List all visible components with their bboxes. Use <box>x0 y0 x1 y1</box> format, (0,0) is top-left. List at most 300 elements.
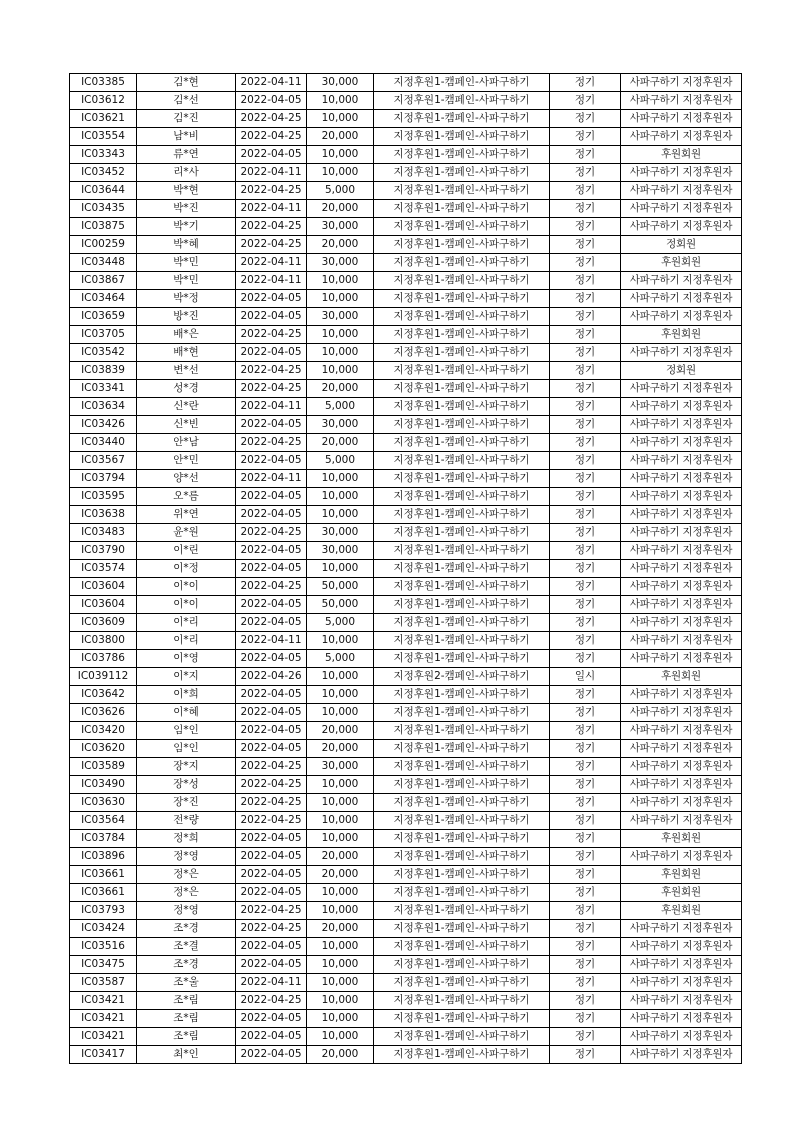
table-row <box>70 542 742 560</box>
donor-id-cell: IC03426 <box>70 416 137 434</box>
amount-cell: 5,000 <box>307 650 374 668</box>
donor-id-cell: IC03794 <box>70 470 137 488</box>
amount-cell: 10,000 <box>307 974 374 992</box>
member-type-cell: 사파구하기 지정후원자 <box>621 290 742 308</box>
table-row <box>70 866 742 884</box>
amount-cell: 10,000 <box>307 830 374 848</box>
donor-id-cell: IC03516 <box>70 938 137 956</box>
amount-cell: 10,000 <box>307 110 374 128</box>
payment-date-cell: 2022-04-25 <box>236 236 307 254</box>
payment-date-cell: 2022-04-25 <box>236 434 307 452</box>
donor-id-cell: IC03421 <box>70 1010 137 1028</box>
table-row <box>70 722 742 740</box>
payment-date-cell: 2022-04-25 <box>236 326 307 344</box>
donor-name-cell: 배*은 <box>137 326 236 344</box>
donor-name-cell: 조*경 <box>137 956 236 974</box>
campaign-cell: 지정후원1-캠페인-사파구하기 <box>374 794 550 812</box>
donor-id-cell: IC039112 <box>70 668 137 686</box>
payment-cycle-cell: 정기 <box>550 920 621 938</box>
amount-cell: 20,000 <box>307 200 374 218</box>
donor-name-cell: 이*리 <box>137 632 236 650</box>
payment-cycle-cell: 정기 <box>550 722 621 740</box>
member-type-cell: 사파구하기 지정후원자 <box>621 578 742 596</box>
payment-date-cell: 2022-04-05 <box>236 1028 307 1046</box>
donor-id-cell: IC03661 <box>70 866 137 884</box>
payment-cycle-cell: 정기 <box>550 938 621 956</box>
payment-date-cell: 2022-04-11 <box>236 974 307 992</box>
table-row <box>70 974 742 992</box>
amount-cell: 20,000 <box>307 866 374 884</box>
payment-date-cell: 2022-04-05 <box>236 542 307 560</box>
payment-date-cell: 2022-04-05 <box>236 830 307 848</box>
table-row <box>70 956 742 974</box>
amount-cell: 10,000 <box>307 290 374 308</box>
member-type-cell: 후원회원 <box>621 668 742 686</box>
donor-name-cell: 임*인 <box>137 740 236 758</box>
campaign-cell: 지정후원1-캠페인-사파구하기 <box>374 1010 550 1028</box>
payment-cycle-cell: 정기 <box>550 848 621 866</box>
campaign-cell: 지정후원1-캠페인-사파구하기 <box>374 434 550 452</box>
payment-cycle-cell: 정기 <box>550 182 621 200</box>
payment-cycle-cell: 정기 <box>550 236 621 254</box>
member-type-cell: 사파구하기 지정후원자 <box>621 848 742 866</box>
payment-date-cell: 2022-04-05 <box>236 308 307 326</box>
donor-name-cell: 변*선 <box>137 362 236 380</box>
payment-date-cell: 2022-04-05 <box>236 560 307 578</box>
payment-cycle-cell: 정기 <box>550 1028 621 1046</box>
member-type-cell: 사파구하기 지정후원자 <box>621 650 742 668</box>
donor-id-cell: IC03612 <box>70 92 137 110</box>
donor-name-cell: 정*은 <box>137 866 236 884</box>
donor-name-cell: 배*현 <box>137 344 236 362</box>
campaign-cell: 지정후원1-캠페인-사파구하기 <box>374 614 550 632</box>
member-type-cell: 사파구하기 지정후원자 <box>621 416 742 434</box>
payment-date-cell: 2022-04-05 <box>236 146 307 164</box>
donor-name-cell: 김*현 <box>137 74 236 92</box>
donor-name-cell: 조*결 <box>137 938 236 956</box>
payment-date-cell: 2022-04-11 <box>236 632 307 650</box>
table-row <box>70 740 742 758</box>
donor-id-cell: IC03800 <box>70 632 137 650</box>
table-row <box>70 596 742 614</box>
donor-id-cell: IC03626 <box>70 704 137 722</box>
payment-date-cell: 2022-04-05 <box>236 506 307 524</box>
amount-cell: 30,000 <box>307 542 374 560</box>
member-type-cell: 사파구하기 지정후원자 <box>621 776 742 794</box>
amount-cell: 10,000 <box>307 344 374 362</box>
donor-name-cell: 성*경 <box>137 380 236 398</box>
payment-cycle-cell: 정기 <box>550 884 621 902</box>
campaign-cell: 지정후원1-캠페인-사파구하기 <box>374 92 550 110</box>
amount-cell: 50,000 <box>307 578 374 596</box>
amount-cell: 10,000 <box>307 776 374 794</box>
donor-id-cell: IC03448 <box>70 254 137 272</box>
table-row <box>70 794 742 812</box>
payment-cycle-cell: 정기 <box>550 506 621 524</box>
donor-name-cell: 신*빈 <box>137 416 236 434</box>
campaign-cell: 지정후원1-캠페인-사파구하기 <box>374 272 550 290</box>
donor-id-cell: IC03595 <box>70 488 137 506</box>
campaign-cell: 지정후원1-캠페인-사파구하기 <box>374 1046 550 1064</box>
donor-id-cell: IC03620 <box>70 740 137 758</box>
payment-cycle-cell: 정기 <box>550 308 621 326</box>
donor-id-cell: IC03644 <box>70 182 137 200</box>
campaign-cell: 지정후원1-캠페인-사파구하기 <box>374 326 550 344</box>
payment-cycle-cell: 정기 <box>550 560 621 578</box>
donor-name-cell: 이*린 <box>137 542 236 560</box>
donor-name-cell: 이*지 <box>137 668 236 686</box>
table-row <box>70 668 742 686</box>
donor-name-cell: 장*성 <box>137 776 236 794</box>
table-row <box>70 992 742 1010</box>
payment-date-cell: 2022-04-11 <box>236 470 307 488</box>
campaign-cell: 지정후원1-캠페인-사파구하기 <box>374 308 550 326</box>
payment-date-cell: 2022-04-05 <box>236 488 307 506</box>
amount-cell: 10,000 <box>307 92 374 110</box>
campaign-cell: 지정후원1-캠페인-사파구하기 <box>374 506 550 524</box>
payment-date-cell: 2022-04-05 <box>236 686 307 704</box>
payment-cycle-cell: 정기 <box>550 650 621 668</box>
member-type-cell: 사파구하기 지정후원자 <box>621 182 742 200</box>
donor-id-cell: IC03554 <box>70 128 137 146</box>
member-type-cell: 사파구하기 지정후원자 <box>621 686 742 704</box>
campaign-cell: 지정후원1-캠페인-사파구하기 <box>374 776 550 794</box>
donor-id-cell: IC03839 <box>70 362 137 380</box>
table-row <box>70 776 742 794</box>
amount-cell: 10,000 <box>307 812 374 830</box>
donor-name-cell: 장*지 <box>137 758 236 776</box>
payment-date-cell: 2022-04-25 <box>236 380 307 398</box>
campaign-cell: 지정후원1-캠페인-사파구하기 <box>374 416 550 434</box>
payment-date-cell: 2022-04-25 <box>236 902 307 920</box>
payment-cycle-cell: 정기 <box>550 272 621 290</box>
payment-cycle-cell: 정기 <box>550 452 621 470</box>
campaign-cell: 지정후원1-캠페인-사파구하기 <box>374 830 550 848</box>
campaign-cell: 지정후원1-캠페인-사파구하기 <box>374 380 550 398</box>
payment-cycle-cell: 정기 <box>550 704 621 722</box>
table-row <box>70 362 742 380</box>
payment-cycle-cell: 정기 <box>550 110 621 128</box>
payment-date-cell: 2022-04-05 <box>236 344 307 362</box>
table-row <box>70 920 742 938</box>
amount-cell: 10,000 <box>307 164 374 182</box>
member-type-cell: 사파구하기 지정후원자 <box>621 632 742 650</box>
donor-id-cell: IC03589 <box>70 758 137 776</box>
donor-id-cell: IC03452 <box>70 164 137 182</box>
table-row <box>70 434 742 452</box>
donor-id-cell: IC03634 <box>70 398 137 416</box>
campaign-cell: 지정후원1-캠페인-사파구하기 <box>374 200 550 218</box>
donor-id-cell: IC03483 <box>70 524 137 542</box>
member-type-cell: 사파구하기 지정후원자 <box>621 812 742 830</box>
amount-cell: 10,000 <box>307 488 374 506</box>
campaign-cell: 지정후원1-캠페인-사파구하기 <box>374 974 550 992</box>
donor-name-cell: 이*영 <box>137 650 236 668</box>
donor-name-cell: 위*연 <box>137 506 236 524</box>
donor-name-cell: 김*진 <box>137 110 236 128</box>
payment-date-cell: 2022-04-25 <box>236 776 307 794</box>
payment-date-cell: 2022-04-25 <box>236 362 307 380</box>
payment-date-cell: 2022-04-05 <box>236 596 307 614</box>
donor-name-cell: 전*량 <box>137 812 236 830</box>
payment-date-cell: 2022-04-11 <box>236 398 307 416</box>
amount-cell: 20,000 <box>307 1046 374 1064</box>
table-row <box>70 380 742 398</box>
campaign-cell: 지정후원1-캠페인-사파구하기 <box>374 182 550 200</box>
member-type-cell: 사파구하기 지정후원자 <box>621 308 742 326</box>
donor-name-cell: 정*은 <box>137 884 236 902</box>
amount-cell: 50,000 <box>307 596 374 614</box>
amount-cell: 30,000 <box>307 524 374 542</box>
table-row <box>70 938 742 956</box>
donor-id-cell: IC03475 <box>70 956 137 974</box>
donor-id-cell: IC03343 <box>70 146 137 164</box>
member-type-cell: 사파구하기 지정후원자 <box>621 110 742 128</box>
payment-date-cell: 2022-04-25 <box>236 128 307 146</box>
member-type-cell: 사파구하기 지정후원자 <box>621 560 742 578</box>
member-type-cell: 사파구하기 지정후원자 <box>621 992 742 1010</box>
payment-date-cell: 2022-04-05 <box>236 704 307 722</box>
payment-cycle-cell: 정기 <box>550 686 621 704</box>
member-type-cell: 정회원 <box>621 362 742 380</box>
table-row <box>70 254 742 272</box>
amount-cell: 20,000 <box>307 722 374 740</box>
member-type-cell: 사파구하기 지정후원자 <box>621 164 742 182</box>
payment-cycle-cell: 정기 <box>550 632 621 650</box>
payment-cycle-cell: 정기 <box>550 74 621 92</box>
table-row <box>70 290 742 308</box>
donor-id-cell: IC00259 <box>70 236 137 254</box>
payment-cycle-cell: 정기 <box>550 866 621 884</box>
amount-cell: 20,000 <box>307 380 374 398</box>
table-row <box>70 506 742 524</box>
payment-date-cell: 2022-04-05 <box>236 956 307 974</box>
payment-date-cell: 2022-04-05 <box>236 290 307 308</box>
donor-name-cell: 이*혜 <box>137 704 236 722</box>
payment-date-cell: 2022-04-25 <box>236 218 307 236</box>
donor-name-cell: 박*정 <box>137 290 236 308</box>
table-row <box>70 92 742 110</box>
payment-date-cell: 2022-04-25 <box>236 794 307 812</box>
table-row <box>70 416 742 434</box>
member-type-cell: 사파구하기 지정후원자 <box>621 542 742 560</box>
amount-cell: 20,000 <box>307 128 374 146</box>
payment-cycle-cell: 정기 <box>550 326 621 344</box>
payment-date-cell: 2022-04-11 <box>236 200 307 218</box>
campaign-cell: 지정후원1-캠페인-사파구하기 <box>374 470 550 488</box>
payment-cycle-cell: 정기 <box>550 200 621 218</box>
payment-date-cell: 2022-04-25 <box>236 578 307 596</box>
campaign-cell: 지정후원1-캠페인-사파구하기 <box>374 704 550 722</box>
payment-cycle-cell: 정기 <box>550 146 621 164</box>
member-type-cell: 사파구하기 지정후원자 <box>621 524 742 542</box>
donor-id-cell: IC03705 <box>70 326 137 344</box>
donor-name-cell: 정*영 <box>137 902 236 920</box>
payment-cycle-cell: 정기 <box>550 290 621 308</box>
member-type-cell: 사파구하기 지정후원자 <box>621 1028 742 1046</box>
campaign-cell: 지정후원1-캠페인-사파구하기 <box>374 650 550 668</box>
payment-cycle-cell: 정기 <box>550 812 621 830</box>
payment-cycle-cell: 정기 <box>550 344 621 362</box>
payment-date-cell: 2022-04-25 <box>236 110 307 128</box>
payment-date-cell: 2022-04-05 <box>236 866 307 884</box>
amount-cell: 10,000 <box>307 884 374 902</box>
payment-cycle-cell: 정기 <box>550 740 621 758</box>
table-row <box>70 1028 742 1046</box>
table-row <box>70 524 742 542</box>
payment-cycle-cell: 정기 <box>550 416 621 434</box>
payment-date-cell: 2022-04-05 <box>236 938 307 956</box>
table-row <box>70 632 742 650</box>
payment-date-cell: 2022-04-25 <box>236 758 307 776</box>
payment-cycle-cell: 일시 <box>550 668 621 686</box>
payment-date-cell: 2022-04-05 <box>236 740 307 758</box>
donor-name-cell: 장*진 <box>137 794 236 812</box>
donor-name-cell: 리*사 <box>137 164 236 182</box>
payment-cycle-cell: 정기 <box>550 380 621 398</box>
table-row <box>70 812 742 830</box>
payment-cycle-cell: 정기 <box>550 992 621 1010</box>
donor-name-cell: 오*름 <box>137 488 236 506</box>
payment-date-cell: 2022-04-05 <box>236 1046 307 1064</box>
member-type-cell: 사파구하기 지정후원자 <box>621 614 742 632</box>
campaign-cell: 지정후원1-캠페인-사파구하기 <box>374 902 550 920</box>
campaign-cell: 지정후원1-캠페인-사파구하기 <box>374 524 550 542</box>
table-row <box>70 1046 742 1064</box>
payment-cycle-cell: 정기 <box>550 128 621 146</box>
donor-table-body <box>70 74 742 1064</box>
payment-cycle-cell: 정기 <box>550 488 621 506</box>
amount-cell: 10,000 <box>307 668 374 686</box>
member-type-cell: 사파구하기 지정후원자 <box>621 920 742 938</box>
member-type-cell: 후원회원 <box>621 326 742 344</box>
payment-cycle-cell: 정기 <box>550 542 621 560</box>
donor-id-cell: IC03464 <box>70 290 137 308</box>
donor-table <box>69 73 742 1064</box>
campaign-cell: 지정후원1-캠페인-사파구하기 <box>374 938 550 956</box>
amount-cell: 10,000 <box>307 506 374 524</box>
amount-cell: 10,000 <box>307 362 374 380</box>
amount-cell: 30,000 <box>307 74 374 92</box>
payment-cycle-cell: 정기 <box>550 776 621 794</box>
campaign-cell: 지정후원1-캠페인-사파구하기 <box>374 560 550 578</box>
member-type-cell: 사파구하기 지정후원자 <box>621 596 742 614</box>
amount-cell: 10,000 <box>307 632 374 650</box>
donor-id-cell: IC03638 <box>70 506 137 524</box>
campaign-cell: 지정후원1-캠페인-사파구하기 <box>374 758 550 776</box>
donor-name-cell: 안*남 <box>137 434 236 452</box>
payment-date-cell: 2022-04-05 <box>236 92 307 110</box>
donor-id-cell: IC03564 <box>70 812 137 830</box>
donor-id-cell: IC03867 <box>70 272 137 290</box>
donor-name-cell: 이*희 <box>137 686 236 704</box>
campaign-cell: 지정후원1-캠페인-사파구하기 <box>374 866 550 884</box>
member-type-cell: 사파구하기 지정후원자 <box>621 74 742 92</box>
table-row <box>70 182 742 200</box>
payment-date-cell: 2022-04-11 <box>236 164 307 182</box>
donor-id-cell: IC03604 <box>70 578 137 596</box>
member-type-cell: 사파구하기 지정후원자 <box>621 740 742 758</box>
table-row <box>70 902 742 920</box>
amount-cell: 10,000 <box>307 794 374 812</box>
donor-id-cell: IC03630 <box>70 794 137 812</box>
campaign-cell: 지정후원1-캠페인-사파구하기 <box>374 110 550 128</box>
campaign-cell: 지정후원1-캠페인-사파구하기 <box>374 632 550 650</box>
member-type-cell: 후원회원 <box>621 866 742 884</box>
campaign-cell: 지정후원1-캠페인-사파구하기 <box>374 812 550 830</box>
member-type-cell: 사파구하기 지정후원자 <box>621 452 742 470</box>
donor-id-cell: IC03790 <box>70 542 137 560</box>
campaign-cell: 지정후원1-캠페인-사파구하기 <box>374 956 550 974</box>
payment-cycle-cell: 정기 <box>550 794 621 812</box>
payment-date-cell: 2022-04-25 <box>236 992 307 1010</box>
amount-cell: 10,000 <box>307 902 374 920</box>
payment-date-cell: 2022-04-05 <box>236 614 307 632</box>
donor-name-cell: 조*림 <box>137 1028 236 1046</box>
donor-id-cell: IC03896 <box>70 848 137 866</box>
table-row <box>70 164 742 182</box>
member-type-cell: 사파구하기 지정후원자 <box>621 794 742 812</box>
payment-date-cell: 2022-04-25 <box>236 920 307 938</box>
member-type-cell: 사파구하기 지정후원자 <box>621 722 742 740</box>
member-type-cell: 사파구하기 지정후원자 <box>621 1046 742 1064</box>
campaign-cell: 지정후원1-캠페인-사파구하기 <box>374 452 550 470</box>
amount-cell: 10,000 <box>307 938 374 956</box>
member-type-cell: 사파구하기 지정후원자 <box>621 956 742 974</box>
donor-name-cell: 김*선 <box>137 92 236 110</box>
member-type-cell: 사파구하기 지정후원자 <box>621 272 742 290</box>
member-type-cell: 후원회원 <box>621 830 742 848</box>
payment-date-cell: 2022-04-25 <box>236 524 307 542</box>
donor-name-cell: 박*혜 <box>137 236 236 254</box>
campaign-cell: 지정후원1-캠페인-사파구하기 <box>374 686 550 704</box>
campaign-cell: 지정후원1-캠페인-사파구하기 <box>374 884 550 902</box>
payment-date-cell: 2022-04-11 <box>236 254 307 272</box>
payment-cycle-cell: 정기 <box>550 830 621 848</box>
amount-cell: 10,000 <box>307 992 374 1010</box>
campaign-cell: 지정후원1-캠페인-사파구하기 <box>374 344 550 362</box>
amount-cell: 10,000 <box>307 1028 374 1046</box>
table-row <box>70 398 742 416</box>
amount-cell: 20,000 <box>307 740 374 758</box>
donor-name-cell: 정*희 <box>137 830 236 848</box>
donor-name-cell: 이*이 <box>137 578 236 596</box>
table-row <box>70 74 742 92</box>
payment-date-cell: 2022-04-11 <box>236 74 307 92</box>
campaign-cell: 지정후원1-캠페인-사파구하기 <box>374 920 550 938</box>
table-row <box>70 128 742 146</box>
amount-cell: 20,000 <box>307 848 374 866</box>
member-type-cell: 사파구하기 지정후원자 <box>621 470 742 488</box>
amount-cell: 5,000 <box>307 614 374 632</box>
donor-id-cell: IC03609 <box>70 614 137 632</box>
donor-name-cell: 조*경 <box>137 920 236 938</box>
donor-name-cell: 박*민 <box>137 272 236 290</box>
table-row <box>70 830 742 848</box>
donor-id-cell: IC03421 <box>70 992 137 1010</box>
table-row <box>70 1010 742 1028</box>
donor-id-cell: IC03421 <box>70 1028 137 1046</box>
donor-id-cell: IC03567 <box>70 452 137 470</box>
donor-id-cell: IC03642 <box>70 686 137 704</box>
amount-cell: 10,000 <box>307 956 374 974</box>
donor-id-cell: IC03424 <box>70 920 137 938</box>
amount-cell: 5,000 <box>307 182 374 200</box>
donor-name-cell: 박*진 <box>137 200 236 218</box>
campaign-cell: 지정후원1-캠페인-사파구하기 <box>374 218 550 236</box>
payment-date-cell: 2022-04-11 <box>236 272 307 290</box>
payment-date-cell: 2022-04-05 <box>236 722 307 740</box>
